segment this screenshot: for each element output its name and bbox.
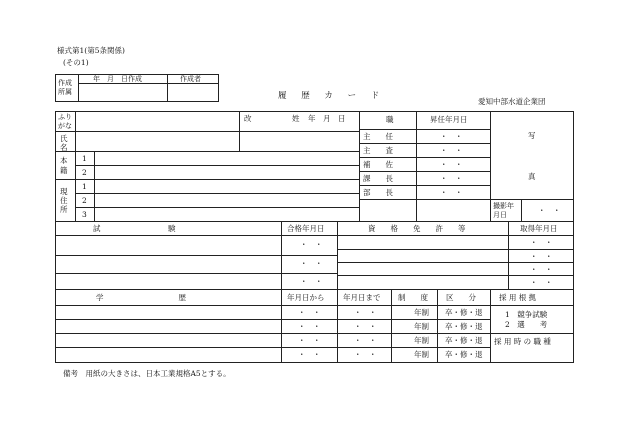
- address-row-1: 1: [82, 182, 87, 191]
- exam-date-3: ・ ・: [300, 277, 323, 286]
- organization-name: 愛知中部水道企業団: [478, 97, 546, 106]
- footnote: 備考 用紙の大きさは、日本工業規格A5とする。: [63, 369, 231, 378]
- pass-date-header: 合格年月日: [287, 224, 325, 233]
- position-date-3: ・ ・: [440, 160, 463, 169]
- edu-from-1: ・ ・: [298, 308, 321, 317]
- hiring-option-1: 1 競争試験: [505, 310, 548, 319]
- edu-status-1: 卒・修・退: [445, 308, 483, 317]
- edu-status-4: 卒・修・退: [445, 350, 483, 359]
- hiring-position-header: 採 用 時 の 職 種: [494, 337, 551, 346]
- category-header: 区 分: [446, 293, 476, 302]
- hiring-option-2: 2 選 考: [505, 320, 548, 329]
- surname-label: 姓: [292, 114, 300, 123]
- license-date-3: ・ ・: [530, 265, 553, 274]
- license-header: 資 格 免 許 等: [368, 224, 466, 233]
- to-date-header: 年月日まで: [343, 293, 381, 302]
- edu-from-3: ・ ・: [298, 336, 321, 345]
- exam-date-2: ・ ・: [300, 259, 323, 268]
- honseki-label: 本籍: [60, 156, 68, 175]
- hiring-basis-header: 採 用 根 拠: [499, 293, 537, 302]
- edu-years-3: 年制: [414, 336, 429, 345]
- creation-date-label: 年 月 日作成: [93, 75, 142, 83]
- position-row-3: 補 佐: [363, 160, 393, 169]
- edu-years-4: 年制: [414, 350, 429, 359]
- honseki-row-2: 2: [82, 168, 87, 177]
- date-label: 年 月 日: [308, 114, 346, 123]
- page-title: 履 歴 カ ー ド: [278, 91, 386, 101]
- edu-years-2: 年制: [414, 322, 429, 331]
- exam-header: 試 験: [93, 224, 176, 233]
- position-date-4: ・ ・: [440, 174, 463, 183]
- edu-status-2: 卒・修・退: [445, 322, 483, 331]
- position-date-2: ・ ・: [440, 146, 463, 155]
- creation-author-label: 作成者: [180, 75, 201, 83]
- position-row-2: 主 査: [363, 146, 393, 155]
- system-header: 制 度: [398, 293, 428, 302]
- form-subtitle: (その1): [63, 58, 89, 67]
- edu-to-2: ・ ・: [354, 322, 377, 331]
- license-date-2: ・ ・: [530, 252, 553, 261]
- license-date-1: ・ ・: [530, 238, 553, 247]
- edu-from-4: ・ ・: [298, 350, 321, 359]
- position-date-5: ・ ・: [440, 188, 463, 197]
- address-label: 現住所: [60, 187, 68, 214]
- photo-label-1: 写: [528, 131, 536, 140]
- exam-date-1: ・ ・: [300, 240, 323, 249]
- promotion-date-header: 昇任年月日: [430, 115, 468, 124]
- acquire-date-header: 取得年月日: [520, 224, 558, 233]
- form-number: 様式第1(第5条関係): [57, 46, 125, 55]
- address-row-3: 3: [82, 210, 87, 219]
- name-label: 氏名: [60, 134, 68, 152]
- photo-date-label: 撮影年月日: [493, 202, 514, 219]
- license-date-4: ・ ・: [530, 278, 553, 287]
- furigana-label: ふりがな: [58, 113, 72, 130]
- address-row-2: 2: [82, 196, 87, 205]
- edu-to-3: ・ ・: [354, 336, 377, 345]
- edu-to-1: ・ ・: [354, 308, 377, 317]
- edu-from-2: ・ ・: [298, 322, 321, 331]
- edu-to-4: ・ ・: [354, 350, 377, 359]
- edu-years-1: 年制: [414, 308, 429, 317]
- from-date-header: 年月日から: [287, 293, 325, 302]
- position-header: 職: [386, 115, 394, 124]
- photo-label-2: 真: [528, 172, 536, 181]
- position-row-5: 部 長: [363, 188, 393, 197]
- honseki-row-1: 1: [82, 154, 87, 163]
- photo-date-value: ・ ・: [538, 206, 561, 215]
- position-row-4: 課 長: [363, 174, 393, 183]
- position-date-1: ・ ・: [440, 132, 463, 141]
- creation-dept-label: 作成所属: [58, 79, 72, 96]
- surname-change-label: 改: [244, 114, 252, 123]
- edu-status-3: 卒・修・退: [445, 336, 483, 345]
- education-header: 学 歴: [96, 293, 186, 302]
- position-row-1: 主 任: [363, 132, 393, 141]
